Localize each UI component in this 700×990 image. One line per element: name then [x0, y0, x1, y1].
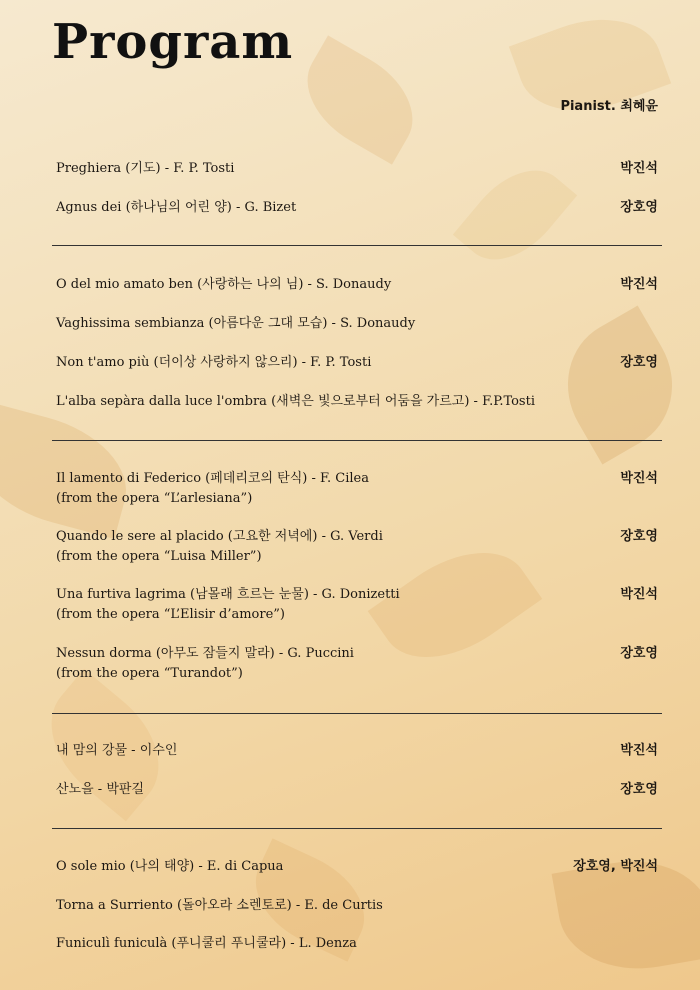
opera-source: (from the opera “Luisa Miller”)	[56, 549, 262, 564]
piece-title: Torna a Surriento (돌아오라 소렌토로) - E. de Curtis	[56, 898, 383, 913]
program-item	[56, 198, 658, 218]
piece-title: 내 맘의 강물 - 이수인	[56, 743, 178, 758]
program-item	[56, 934, 658, 954]
piece-title: O del mio amato ben (사랑하는 나의 님) - S. Donaudy	[56, 277, 392, 292]
opera-source: (from the opera “L’Elisir d’amore”)	[56, 607, 286, 622]
singer-name: 장호영	[620, 355, 658, 370]
opera-source: (from the opera “L’arlesiana”)	[56, 491, 253, 506]
piece-title: Il lamento di Federico (페데리코의 탄식) - F. Cilea	[56, 471, 369, 486]
piece-title: Agnus dei (하나님의 어린 양) - G. Bizet	[56, 200, 297, 215]
page-title: Program	[52, 14, 294, 70]
piece-title: Non t'amo più (더이상 사랑하지 않으리) - F. P. Tosti	[56, 355, 372, 370]
program-item	[56, 353, 658, 373]
section-divider	[52, 828, 662, 829]
program-item	[56, 275, 658, 295]
piece-title: Nessun dorma (아무도 잠들지 말라) - G. Puccini	[56, 646, 354, 661]
program-item	[56, 780, 658, 800]
program-item	[56, 644, 658, 684]
singer-name: 박진석	[620, 471, 658, 486]
program-item	[56, 159, 658, 179]
singer-name: 장호영	[620, 200, 658, 215]
pianist-credit: Pianist. 최혜윤	[560, 99, 658, 114]
piece-title: O sole mio (나의 태양) - E. di Capua	[56, 859, 284, 874]
program-item	[56, 741, 658, 761]
piece-title: Vaghissima sembianza (아름다운 그대 모습) - S. Donaudy	[56, 316, 416, 331]
program-item	[56, 392, 658, 412]
section-divider	[52, 713, 662, 714]
section-divider	[52, 245, 662, 246]
piece-title: Quando le sere al placido (고요한 저녁에) - G. Verdi	[56, 529, 383, 544]
program-item	[56, 896, 658, 916]
program-item	[56, 314, 658, 334]
section-divider	[52, 440, 662, 441]
singer-name: 장호영, 박진석	[573, 859, 658, 874]
singer-name: 박진석	[620, 587, 658, 602]
program-item	[56, 527, 658, 567]
piece-title: Funiculì funiculà (푸니쿨리 푸니쿨라) - L. Denza	[56, 936, 357, 951]
singer-name: 박진석	[620, 743, 658, 758]
program-item	[56, 585, 658, 625]
singer-name: 박진석	[620, 161, 658, 176]
piece-title: Una furtiva lagrima (남몰래 흐르는 눈물) - G. Donizetti	[56, 587, 400, 602]
piece-title: 산노을 - 박판길	[56, 782, 145, 797]
singer-name: 장호영	[620, 782, 658, 797]
singer-name: 장호영	[620, 646, 658, 661]
piece-title: Preghiera (기도) - F. P. Tosti	[56, 161, 235, 176]
opera-source: (from the opera “Turandot”)	[56, 666, 243, 681]
piece-title: L'alba sepàra dalla luce l'ombra (새벽은 빛으로부터 어둠을 가르고) - F.P.Tosti	[56, 394, 535, 409]
singer-name: 박진석	[620, 277, 658, 292]
singer-name: 장호영	[620, 529, 658, 544]
program-item	[56, 857, 658, 877]
program-item	[56, 469, 658, 509]
